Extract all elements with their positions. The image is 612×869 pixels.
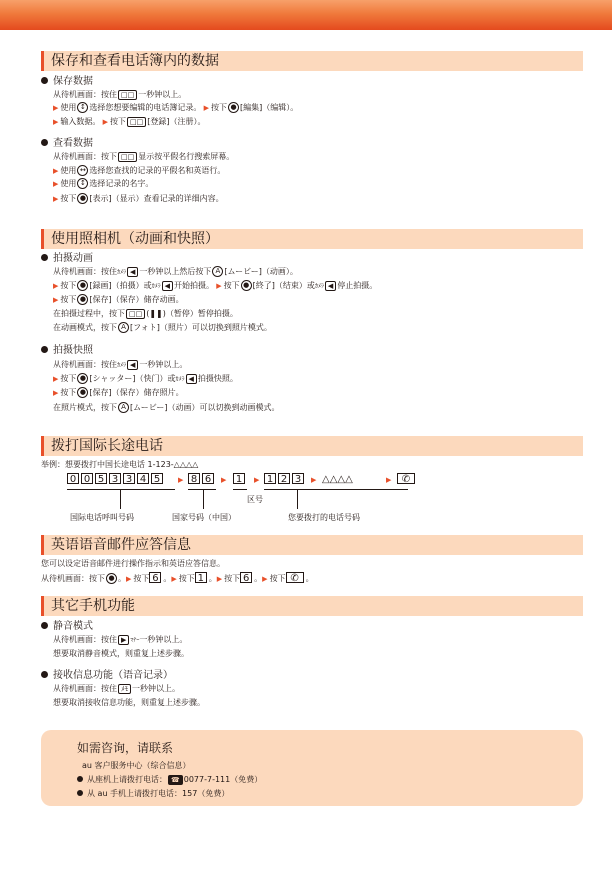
- arrow-right-icon: ▶: [53, 195, 59, 203]
- camera-label: ｶﾒﾗ: [151, 283, 161, 290]
- text: 一秒钟以上然后按下: [139, 267, 212, 276]
- center-key-icon: ●: [77, 294, 88, 305]
- camera-label: ｶﾒﾗ: [175, 376, 185, 383]
- text: 使用: [60, 166, 77, 175]
- movie-step-5: [53, 322, 272, 333]
- bullet-dot-icon: [77, 776, 83, 782]
- camera-key-icon: ◀: [127, 360, 138, 370]
- camera-key-icon: ◀: [162, 281, 173, 291]
- text: 按下: [60, 374, 77, 383]
- text: 从待机画面：按下: [41, 574, 105, 583]
- section-header-phonebook: [41, 51, 583, 71]
- underline: [67, 489, 175, 490]
- section-marker: [41, 436, 44, 456]
- digit-key: 1: [264, 473, 276, 484]
- center-key-icon: ●: [77, 373, 88, 384]
- digit-key: 1: [233, 473, 245, 484]
- arrow-right-icon: ▶: [53, 389, 59, 397]
- text: 显示按平假名行搜索屏幕。: [138, 152, 235, 161]
- text: 停止拍摄。: [337, 281, 378, 290]
- digit-key: 6: [240, 572, 252, 583]
- text: 选择记录的名字。: [89, 179, 154, 188]
- text: 按下: [211, 103, 227, 112]
- arrow-right-icon: ▶: [221, 476, 227, 484]
- text: 从待机画面：按住: [53, 635, 117, 644]
- arrow-right-icon: ▶: [53, 282, 59, 290]
- text: 从待机画面：按住: [53, 360, 117, 369]
- photo-step-2: [53, 373, 238, 385]
- bullet-voice-memo: [41, 669, 173, 682]
- text: 按下: [60, 388, 77, 397]
- digit-key: 5: [95, 473, 107, 484]
- digit-key: 6: [202, 473, 214, 484]
- arrow-right-icon: ▶: [201, 104, 209, 112]
- digit-key: 1: [195, 572, 207, 583]
- text: 从 au 手机上请拨打电话：157（免费）: [87, 789, 230, 798]
- camera-label: ｶﾒﾗ: [314, 283, 324, 290]
- memo-label: ﾒﾓ: [121, 684, 128, 693]
- text: 按下: [60, 194, 77, 203]
- arrow-right-icon: ▶: [126, 575, 132, 583]
- address-book-key-icon: □□: [126, 309, 145, 319]
- text: 按下: [223, 281, 240, 290]
- nav-left-right-icon: ↔: [77, 165, 88, 176]
- voicemail-desc: 您可以设定语音邮件进行操作指示和英语应答信息。: [41, 559, 225, 568]
- arrow-right-icon: ▶: [53, 118, 59, 126]
- section-marker: [41, 51, 44, 71]
- text: [保存]（保存）储存动画。: [89, 295, 184, 304]
- text: [保存]（保存）储存照片。: [89, 388, 184, 397]
- connector-line: [120, 489, 121, 509]
- section-title: 使用照相机（动画和快照）: [51, 231, 219, 247]
- underline: [233, 489, 247, 490]
- section-header-camera: [41, 229, 583, 249]
- contact-title: 如需咨询，请联系: [77, 741, 174, 755]
- phone-digits-group: [264, 473, 306, 489]
- text: [表示]（显示）查看记录的详细内容。: [89, 194, 224, 203]
- top-banner: [0, 0, 612, 30]
- movie-step-3: [53, 294, 184, 306]
- silent-step-2: 想要取消静音模式，则重复上述步骤。: [53, 649, 189, 658]
- connector-line: [297, 489, 298, 509]
- photo-step-1: [53, 359, 187, 371]
- save-step-2: [53, 102, 298, 114]
- digit-key: 5: [151, 473, 163, 484]
- label-intl-prefix: 国际电话呼叫号码: [70, 513, 134, 522]
- app-key-icon: A: [212, 266, 223, 277]
- arrow-right-icon: ▶: [254, 476, 260, 484]
- bullet-silent-mode: [41, 620, 93, 633]
- arrow-right-icon: ▶: [214, 282, 222, 290]
- section-title: 英语语音邮件应答信息: [51, 537, 191, 553]
- section-title: 其它手机功能: [51, 598, 135, 614]
- country-digits-group: [188, 473, 216, 489]
- arrow-right-icon: ▶: [386, 476, 392, 484]
- bullet-record-movie: [41, 252, 93, 265]
- label-country-code: 国家号码（中国）: [172, 513, 236, 522]
- text: [ムービー]（动画）。: [224, 267, 298, 276]
- text: 按下: [269, 574, 286, 583]
- manner-key-icon: ▶: [118, 635, 129, 645]
- bullet-dot-icon: [41, 139, 48, 146]
- photo-step-4: [53, 402, 280, 413]
- view-step-2: [53, 165, 225, 177]
- text: 使用: [60, 103, 77, 112]
- digit-key: 0: [67, 473, 79, 484]
- camera-label: ｶﾒﾗ: [117, 362, 127, 369]
- arrow-right-icon: ▶: [53, 104, 59, 112]
- bullet-save-data: [41, 75, 93, 88]
- contact-subtitle: au 客户服务中心（综合信息）: [82, 761, 191, 770]
- address-book-key-icon: □□: [118, 152, 137, 162]
- arrow-right-icon: ▶: [171, 575, 177, 583]
- connector-line: [203, 489, 204, 509]
- bullet-take-photo: [41, 344, 93, 357]
- arrow-right-icon: ▶: [311, 476, 317, 484]
- section-marker: [41, 596, 44, 616]
- text: 按下: [133, 574, 150, 583]
- movie-step-2: [53, 280, 377, 292]
- text: 选择您想要编辑的电话簿记录。: [89, 103, 202, 112]
- arrow-right-icon: ▶: [216, 575, 223, 583]
- text: [録画]（拍摄）或: [89, 281, 152, 290]
- underline: [264, 489, 408, 490]
- address-book-key-icon: □□: [118, 90, 137, 100]
- digit-key: 6: [149, 572, 161, 583]
- arrow-right-icon: ▶: [53, 375, 59, 383]
- section-header-voicemail: [41, 535, 583, 555]
- app-key-icon: A: [118, 322, 129, 333]
- text: 拍摄快照。: [197, 374, 238, 383]
- arrow-right-icon: ▶: [178, 476, 184, 484]
- save-step-1: [53, 89, 186, 100]
- view-step-3: [53, 178, 153, 190]
- digit-key: 3: [123, 473, 135, 484]
- bullet-title: 静音模式: [53, 621, 93, 632]
- text: [終了]（结束）或: [252, 281, 315, 290]
- text: 按下: [60, 281, 77, 290]
- contact-mobile: [77, 788, 229, 799]
- bullet-title: 拍摄动画: [53, 253, 93, 264]
- bullet-title: 拍摄快照: [53, 345, 93, 356]
- text: 按下: [224, 574, 241, 583]
- center-key-icon: ●: [228, 102, 239, 113]
- intl-digits-group: [67, 473, 165, 489]
- text: （暂停）暂停拍摄。: [165, 309, 238, 318]
- section-title: 保存和查看电话簿内的数据: [51, 53, 219, 69]
- call-key-icon: ✆: [397, 473, 417, 489]
- label-phone-number: 您要拨打的电话号码: [288, 513, 360, 522]
- text: 一秒钟以上。: [139, 360, 188, 369]
- arrow-right-icon: ▶: [53, 296, 59, 304]
- contact-box: [41, 730, 583, 806]
- bullet-dot-icon: [77, 790, 83, 796]
- text: 在动画模式，按下: [53, 323, 117, 332]
- area-digit-group: [233, 473, 247, 489]
- digit-key: 8: [188, 473, 200, 484]
- memo-step-1: [53, 683, 180, 694]
- arrow-right-icon: ▶: [100, 118, 108, 126]
- text: 按下: [60, 295, 77, 304]
- label-area-code: 区号: [247, 495, 263, 504]
- contact-landline: [77, 774, 262, 785]
- section-marker: [41, 535, 44, 555]
- text: 从待机画面：按住: [53, 684, 117, 693]
- view-step-4: [53, 193, 224, 205]
- nav-up-down-icon: ↕: [77, 178, 88, 189]
- center-key-icon: ●: [241, 280, 252, 291]
- text: 从座机上请拨打电话：: [87, 775, 167, 784]
- manner-label: ﾏﾅｰ: [130, 637, 140, 644]
- center-key-icon: ●: [77, 193, 88, 204]
- text: 0077-7-111（免费）: [183, 775, 263, 784]
- text: 从待机画面：按下: [53, 152, 117, 161]
- digit-key: 2: [278, 473, 290, 484]
- arrow-right-icon: ▶: [262, 575, 268, 583]
- bullet-title: 保存数据: [53, 76, 93, 87]
- digit-key: 3: [109, 473, 121, 484]
- digit-key: 0: [81, 473, 93, 484]
- text: [フォト]（照片）可以切换到照片模式。: [130, 323, 272, 332]
- camera-key-icon: ◀: [127, 267, 138, 277]
- text: 按下: [110, 117, 126, 126]
- text: 按下: [178, 574, 195, 583]
- voicemail-steps: 从待机画面：按下 ● 。▶ 按下 6 。▶ 按下 1 。▶ 按下 6 。▶ 按下 ✆ 。: [41, 573, 314, 584]
- center-key-icon: ●: [77, 387, 88, 398]
- underline: [188, 489, 216, 490]
- text: 开始拍摄。: [174, 281, 215, 290]
- photo-step-3: [53, 387, 184, 399]
- memo-step-2: 想要取消接收信息功能，则重复上述步骤。: [53, 698, 205, 707]
- text: [シャッター]（快门）或: [89, 374, 176, 383]
- center-key-icon: ●: [77, 280, 88, 291]
- triangles-placeholder: △△△△: [322, 474, 353, 485]
- bullet-title: 接收信息功能（语音记录）: [53, 670, 173, 681]
- intl-example: 举例：想要拨打中国长途电话 1-123-△△△△: [41, 460, 199, 469]
- bullet-title: 查看数据: [53, 138, 93, 149]
- section-marker: [41, 229, 44, 249]
- section-title: 拨打国际长途电话: [51, 438, 163, 454]
- text: 一秒钟以上。: [132, 684, 180, 693]
- movie-step-4: [53, 308, 238, 319]
- memo-key-icon: [118, 684, 131, 694]
- text: 选择您查找的记录的平假名和英语行。: [89, 166, 226, 175]
- bullet-dot-icon: [41, 346, 48, 353]
- center-key-icon: ●: [106, 573, 117, 584]
- pause-label: (❚❚): [146, 309, 166, 318]
- view-step-1: [53, 151, 234, 162]
- bullet-dot-icon: [41, 254, 48, 261]
- text: [ムービー]（动画）可以切换到动画模式。: [130, 403, 280, 412]
- camera-label: ｶﾒﾗ: [117, 269, 127, 276]
- save-step-3: [53, 116, 205, 128]
- arrow-right-icon: ▶: [53, 180, 59, 188]
- text: 在照片模式，按下: [53, 403, 117, 412]
- text: 使用: [60, 179, 77, 188]
- text: [登録]（注册）。: [147, 117, 206, 126]
- section-header-intl-call: [41, 436, 583, 456]
- camera-key-icon: ◀: [325, 281, 336, 291]
- text: 从待机画面：按住: [53, 267, 117, 276]
- app-key-icon: A: [118, 402, 129, 413]
- digit-key: 4: [137, 473, 149, 484]
- bullet-dot-icon: [41, 622, 48, 629]
- bullet-dot-icon: [41, 671, 48, 678]
- text: 输入数据。: [60, 117, 101, 126]
- movie-step-1: [53, 266, 298, 278]
- section-header-other-features: [41, 596, 583, 616]
- bullet-dot-icon: [41, 77, 48, 84]
- camera-key-icon: ◀: [186, 374, 197, 384]
- text: [編集]（编辑）。: [240, 103, 299, 112]
- text: 一秒钟以上。: [138, 90, 187, 99]
- arrow-right-icon: ▶: [53, 167, 59, 175]
- text: 在拍摄过程中，按下: [53, 309, 125, 318]
- bullet-view-data: [41, 137, 93, 150]
- silent-step-1: [53, 634, 187, 646]
- landline-icon: ☎: [168, 775, 183, 785]
- nav-up-down-icon: ↕: [77, 102, 88, 113]
- address-book-key-icon: □□: [127, 117, 146, 127]
- call-key-icon: ✆: [286, 572, 304, 583]
- text: 一秒钟以上。: [139, 635, 188, 644]
- text: 从待机画面：按住: [53, 90, 117, 99]
- digit-key: 3: [292, 473, 304, 484]
